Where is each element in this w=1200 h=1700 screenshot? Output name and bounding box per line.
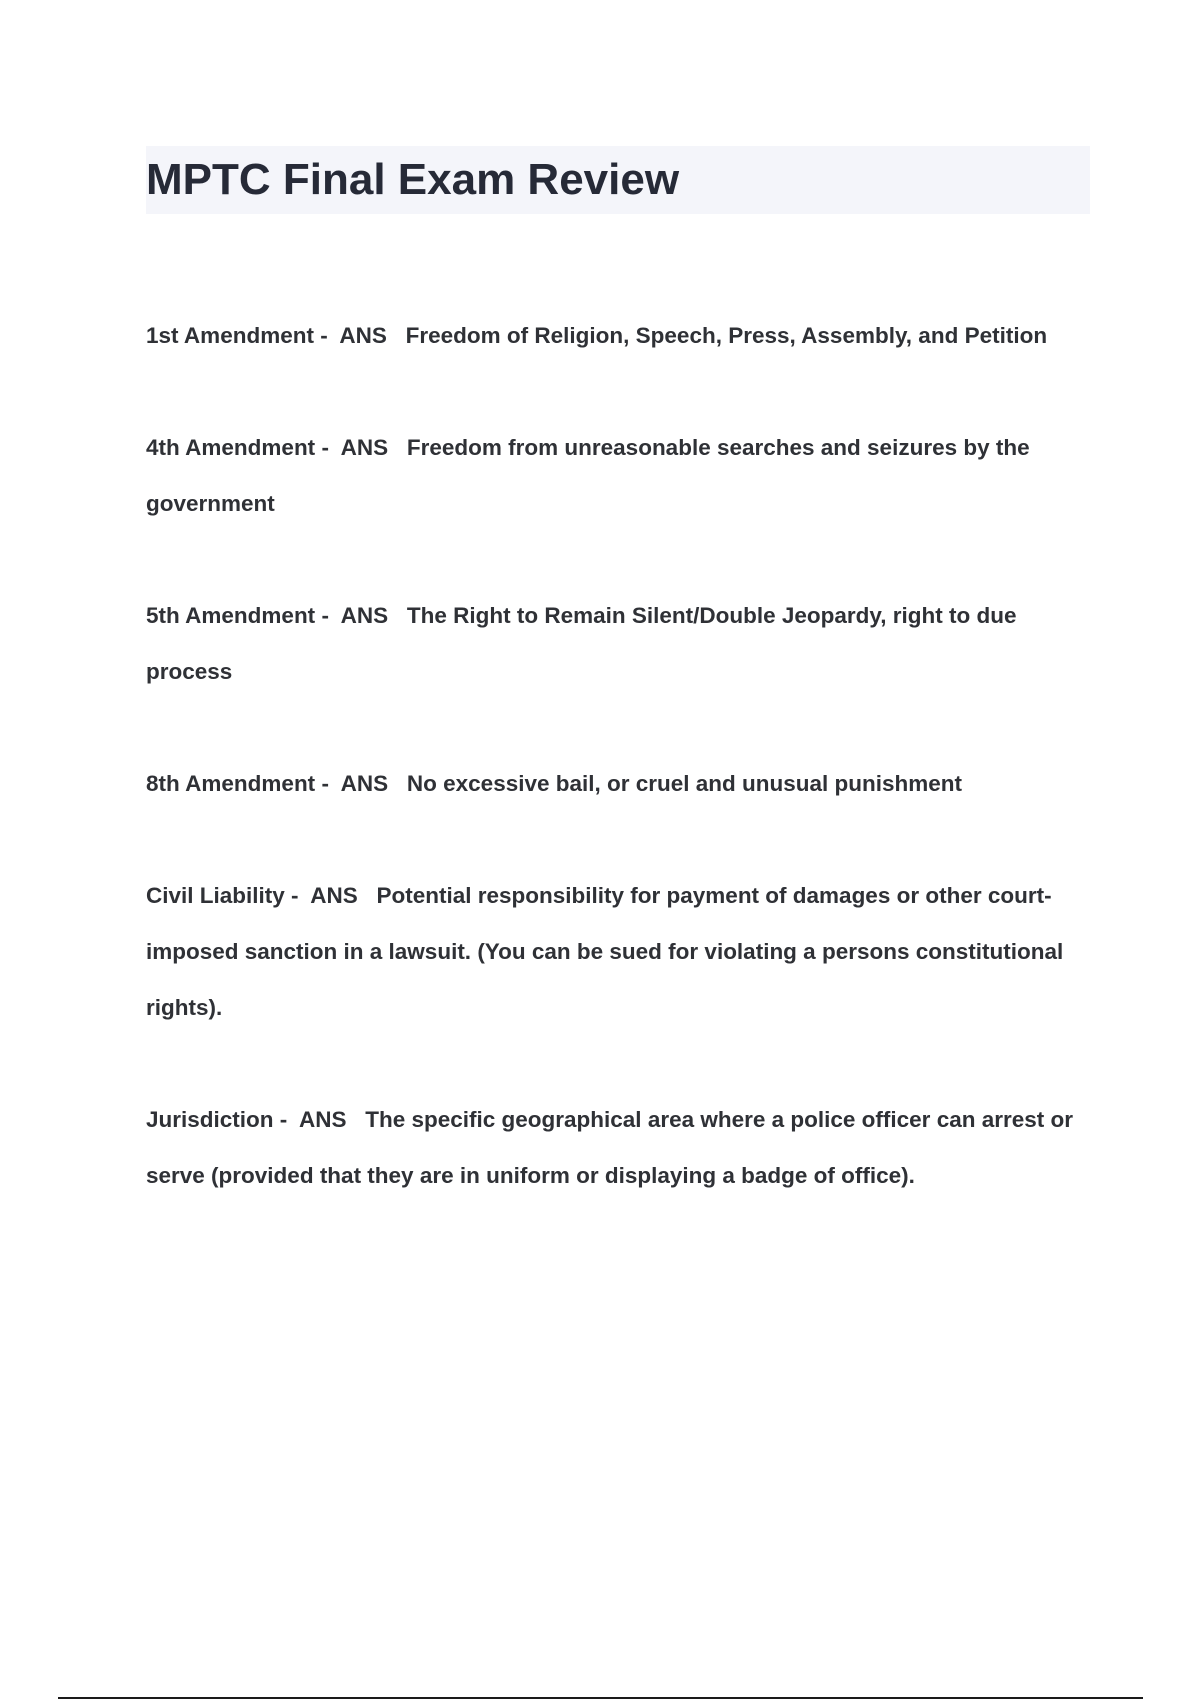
qa-answer: Potential responsibility for payment of damages or other court-imposed sanction in a lawsuit. (You can be sued for violating a persons constitutional rights). bbox=[146, 883, 1064, 1020]
footer-divider bbox=[58, 1697, 1143, 1699]
qa-answer: The specific geographical area where a police officer can arrest or serve (provided that they are in uniform or displaying a badge of office). bbox=[146, 1107, 1074, 1188]
qa-item: 8th Amendment - ANS No excessive bail, or cruel and unusual punishment bbox=[146, 771, 963, 796]
qa-item: 4th Amendment - ANS Freedom from unreasonable searches and seizures by the government bbox=[146, 435, 1030, 516]
qa-marker: ANS bbox=[339, 323, 387, 348]
qa-term: 8th Amendment bbox=[146, 771, 316, 796]
qa-answer: No excessive bail, or cruel and unusual punishment bbox=[406, 771, 963, 796]
qa-marker: ANS bbox=[340, 771, 389, 796]
qa-term: Jurisdiction bbox=[146, 1107, 274, 1132]
page-title: MPTC Final Exam Review bbox=[146, 155, 680, 204]
qa-term: 4th Amendment bbox=[146, 435, 316, 460]
qa-list bbox=[146, 308, 1090, 1260]
title-banner bbox=[146, 146, 1090, 214]
qa-term: Civil Liability bbox=[146, 883, 285, 908]
qa-term: 5th Amendment bbox=[146, 603, 316, 628]
qa-marker: ANS bbox=[340, 603, 389, 628]
qa-term: 1st Amendment bbox=[146, 323, 314, 348]
qa-marker: ANS bbox=[298, 1107, 347, 1132]
qa-item: 1st Amendment - ANS Freedom of Religion, Speech, Press, Assembly, and Petition bbox=[146, 323, 1048, 348]
qa-item: Jurisdiction - ANS The specific geographical area where a police officer can arrest or serve (provided that they are in uniform or displaying a badge of office). bbox=[146, 1107, 1074, 1188]
qa-item: Civil Liability - ANS Potential responsibility for payment of damages or other court-imposed sanction in a lawsuit. (You can be sued for violating a persons constitutional rights). bbox=[146, 883, 1064, 1020]
qa-marker: ANS bbox=[310, 883, 358, 908]
qa-item: 5th Amendment - ANS The Right to Remain Silent/Double Jeopardy, right to due process bbox=[146, 603, 1017, 684]
qa-marker: ANS bbox=[340, 435, 389, 460]
qa-answer: Freedom from unreasonable searches and seizures by the government bbox=[146, 435, 1030, 516]
qa-answer: Freedom of Religion, Speech, Press, Assembly, and Petition bbox=[405, 323, 1048, 348]
qa-answer: The Right to Remain Silent/Double Jeopardy, right to due process bbox=[146, 603, 1017, 684]
